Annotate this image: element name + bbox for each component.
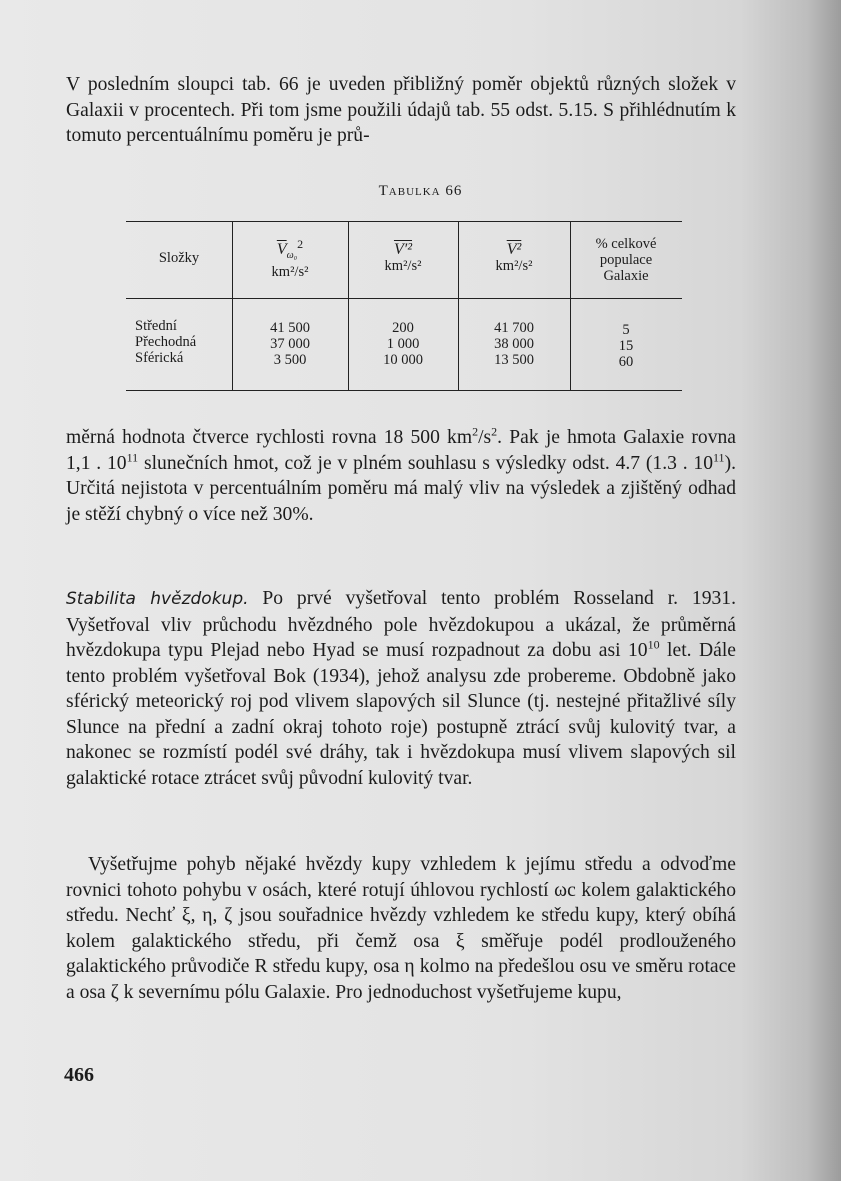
paragraph-last: Vyšetřujme pohyb nějaké hvězdy kupy vzhledem k jejímu středu a odvoďme rovnici tohoto pohybu v osách, které rotují úhlovou rychlostí ωc kolem galaktického středu. Nechť ξ, η, ζ jsou souřadnice hvězdy vzhledem ke středu kupy, který obíhá kolem galaktického středu, při čemž osa ξ směřuje podél prodlouženého galaktického průvodiče R středu kupy, osa η kolmo na předešlou osu ve směru rotace a osa ζ k severnímu pólu Galaxie. Pro jednoduchost vyšetřujeme kupu, <box>66 854 736 1003</box>
header-vprime: V′² km²/s² <box>384 241 422 274</box>
table-caption: Tabulka 66 <box>378 183 463 199</box>
table-row-name: Střední <box>135 318 177 334</box>
table-header-rule <box>126 298 682 299</box>
section-stability: Stabilita hvězdokup. Po prvé vyšetřoval tento problém Rosseland r. 1931. Vyšetřoval vliv průchodu hvězdného pole hvězdokupou a ukázal, že průměrná hvězdokupa typu Plejad nebo Hyad se musí rozpadnout za dobu asi $10^{10}$ let. Dále tento problém vyšetřoval Bok (1934), jehož analysu zde probereme. Obdobně jako sférický meteorický roj pod vlivem slapových sil Slunce (tj. nestejné přitažlivé síly Slunce na přední a zadní okraj tohoto roje) postupně ztrácí svůj kulovitý tvar, a nakonec se rozmístí podél své dráhy, tak i hvězdokupa musí vlivem slapových sil galaktické rotace ztrácet svůj původní kulovitý tvar. <box>66 588 737 789</box>
col-vprime: 200 1 000 10 000 <box>383 320 423 368</box>
table-row-name: Sférická <box>135 350 184 366</box>
paragraph-mid: měrná hodnota čtverce rychlosti rovna 18 500 $km^2/s^2$. Pak je hmota Galaxie rovna 1,1 . $10^{11}$ slunečních hmot, což je v plném souhlasu s výsledky odst. 4.7 (1.3 . $10^{11}$). Určitá nejistota v percentuálním poměru má malý vliv na výsledek a zjištěný odhad je stěží chybný o více než 30%. <box>66 424 737 525</box>
data-table <box>126 221 682 391</box>
header-v2: V² km²/s² <box>495 241 533 274</box>
col-v2: 41 700 38 000 13 500 <box>494 320 534 368</box>
header-percent: % celkové populace Galaxie <box>595 236 657 284</box>
page-number: 466 <box>64 1064 94 1086</box>
section-heading: Stabilita hvězdokup. <box>66 589 249 609</box>
header-v0: $\overline{V}_{\omega_0}^2$ km²/s² <box>271 237 309 280</box>
col-percent: 5 15 60 <box>618 322 634 370</box>
header-slozky: Složky <box>158 250 200 266</box>
col-v0: 41 500 37 000 3 500 <box>270 320 310 368</box>
paragraph-top: V posledním sloupci tab. 66 je uveden přibližný poměr objektů různých složek v Galaxii v procentech. Při tom jsme použili údajů tab. 55 odst. 5.15. S přihlédnutím k tomuto percentuálnímu poměru je prů- <box>66 74 736 146</box>
row-names <box>135 318 232 366</box>
table-row-name: Přechodná <box>135 334 197 350</box>
